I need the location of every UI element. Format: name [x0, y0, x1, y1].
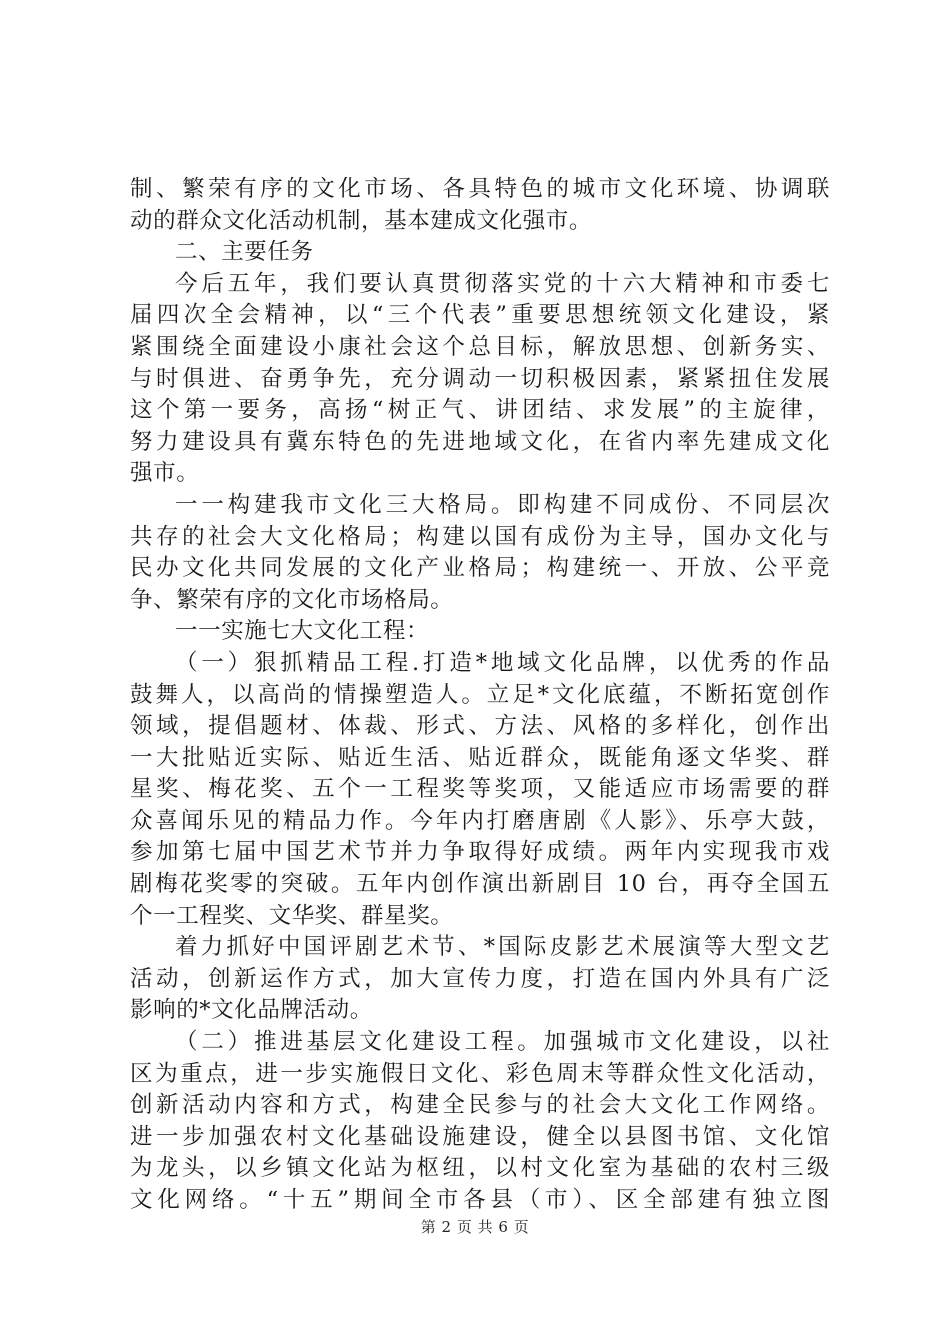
text-line: 届四次全会精神，以“三个代表”重要思想统领文化建设，紧: [130, 302, 830, 329]
page-footer: 第 2 页 共 6 页: [420, 1218, 530, 1236]
text-line: 着力抓好中国评剧艺术节、*国际皮影艺术展演等大型文艺: [175, 934, 830, 961]
text-line: 与时俱进、奋勇争先，充分调动一切积极因素，紧紧扭住发展: [130, 365, 830, 392]
text-line: 参加第七届中国艺术节并力争取得好成绩。两年内实现我市戏: [130, 839, 830, 866]
text-line: 二、主要任务: [175, 239, 314, 266]
text-line: 民办文化共同发展的文化产业格局；构建统一、开放、公平竞: [130, 555, 830, 582]
text-line: 创新活动内容和方式，构建全民参与的社会大文化工作网络。: [130, 1092, 830, 1119]
text-line: 一一实施七大文化工程：: [175, 618, 430, 645]
text-line: 这个第一要务，高扬“树正气、讲团结、求发展”的主旋律，: [130, 397, 830, 424]
text-line: 鼓舞人，以高尚的情操塑造人。立足*文化底蕴，不断拓宽创作: [130, 681, 830, 708]
text-line: 众喜闻乐见的精品力作。今年内打磨唐剧《人影》、乐亭大鼓，: [130, 807, 830, 834]
text-line: 制、繁荣有序的文化市场、各具特色的城市文化环境、协调联: [130, 176, 830, 202]
text-line: 争、繁荣有序的文化市场格局。: [130, 586, 454, 613]
text-line: 动的群众文化活动机制，基本建成文化强市。: [130, 207, 593, 234]
text-line: 今后五年，我们要认真贯彻落实党的十六大精神和市委七: [175, 270, 830, 297]
text-line: 领域，提倡题材、体裁、形式、方法、风格的多样化，创作出: [130, 713, 830, 740]
document-body: [130, 174, 830, 1217]
text-line: 共存的社会大文化格局；构建以国有成份为主导，国办文化与: [130, 523, 830, 550]
text-line: 剧梅花奖零的突破。五年内创作演出新剧目 10 台，再夺全国五: [130, 871, 830, 898]
text-line: 一大批贴近实际、贴近生活、贴近群众，既能角逐文华奖、群: [130, 744, 830, 771]
text-line: 影响的*文化品牌活动。: [130, 997, 373, 1024]
text-line: 文化网络。“十五”期间全市各县（市）、区全部建有独立图: [130, 1187, 830, 1213]
text-line: （二）推进基层文化建设工程。加强城市文化建设，以社: [175, 1029, 830, 1056]
text-line: 为龙头，以乡镇文化站为枢纽，以村文化室为基础的农村三级: [130, 1155, 830, 1182]
text-line: 一一构建我市文化三大格局。即构建不同成份、不同层次: [175, 491, 830, 518]
text-line: 活动，创新运作方式，加大宣传力度，打造在国内外具有广泛: [130, 965, 830, 992]
text-line: 区为重点，进一步实施假日文化、彩色周末等群众性文化活动，: [130, 1060, 830, 1087]
text-line: 进一步加强农村文化基础设施建设，健全以县图书馆、文化馆: [130, 1123, 830, 1150]
text-line: 星奖、梅花奖、五个一工程奖等奖项，又能适应市场需要的群: [130, 776, 830, 803]
text-line: 强市。: [130, 460, 200, 487]
text-line: 努力建设具有冀东特色的先进地域文化，在省内率先建成文化: [130, 428, 830, 455]
text-line: 紧围绕全面建设小康社会这个总目标，解放思想、创新务实、: [130, 333, 830, 360]
text-line: 个一工程奖、文华奖、群星奖。: [130, 902, 454, 929]
text-line: （一）狠抓精品工程.打造*地域文化品牌，以优秀的作品: [175, 649, 830, 676]
